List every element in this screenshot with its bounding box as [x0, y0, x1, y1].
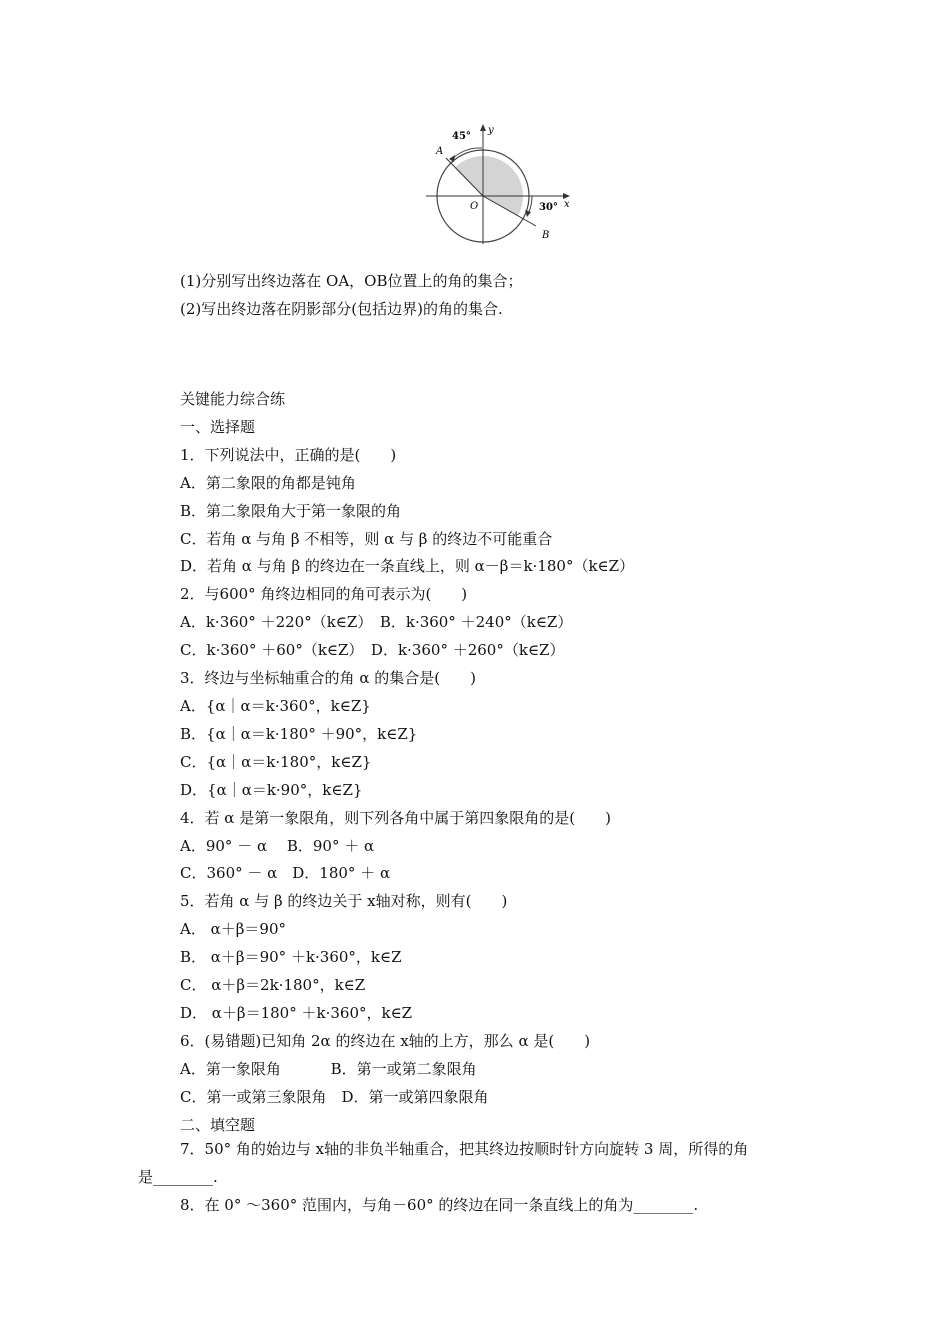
- y-axis-arrow: [480, 124, 486, 131]
- q8: 8．在 0° ～360° 范围内，与角－60° 的终边在同一条直线上的角为________.: [180, 1196, 699, 1214]
- q1-option-b: B．第二象限角大于第一象限的角: [180, 501, 402, 520]
- q5-option-d: D． α＋β＝180° ＋k·360°，k∈Z: [180, 1003, 413, 1022]
- q6-stem: 6．(易错题)已知角 2α 的终边在 x轴的上方，那么 α 是( ): [180, 1031, 591, 1050]
- q1-option-c: C．若角 α 与角 β 不相等，则 α 与 β 的终边不可能重合: [180, 529, 553, 548]
- section-heading-choice: 一、选择题: [180, 417, 256, 436]
- label-y: y: [488, 125, 494, 136]
- q5-option-a: A． α＋β＝90°: [180, 920, 286, 939]
- label-B: B: [542, 230, 550, 241]
- q3-option-a: A．{α｜α＝k·360°，k∈Z}: [180, 696, 371, 715]
- unit-circle-diagram: [418, 118, 578, 246]
- q2-stem: 2．与600° 角终边相同的角可表示为( ): [180, 585, 468, 604]
- q1-option-d: D．若角 α 与角 β 的终边在一条直线上，则 α－β＝k·180°（k∈Z）: [180, 557, 635, 576]
- part-1: (1)分别写出终边落在 OA，OB位置上的角的集合；: [180, 272, 523, 290]
- shaded-sector: [455, 156, 523, 216]
- q4-options-cd: C．360° － α D．180° ＋ α: [180, 864, 391, 883]
- label-O: O: [470, 201, 479, 212]
- q4-stem: 4．若 α 是第一象限角，则下列各角中属于第四象限角的是( ): [180, 808, 611, 827]
- label-x: x: [564, 199, 570, 210]
- q5-stem: 5．若角 α 与 β 的终边关于 x轴对称，则有( ): [180, 892, 508, 911]
- label-30: 30°: [539, 202, 558, 213]
- label-A: A: [436, 146, 444, 157]
- exercise-section: [180, 386, 840, 1139]
- q7-line-2: 是________.: [138, 1167, 218, 1186]
- part-2: (2)写出终边落在阴影部分(包括边界)的角的集合.: [180, 299, 503, 318]
- q5-option-c: C． α＋β＝2k·180°，k∈Z: [180, 976, 366, 995]
- q4-options-ab: A．90° － α B．90° ＋ α: [180, 836, 375, 855]
- q2-options-ab: A．k·360° ＋220°（k∈Z） B．k·360° ＋240°（k∈Z）: [180, 613, 573, 632]
- arc-45-arrow: [449, 155, 455, 162]
- q7-line-1: 7．50° 角的始边与 x轴的非负半轴重合，把其终边按顺时针方向旋转 3 周，所得的角: [180, 1140, 749, 1158]
- q1-option-a: A．第二象限的角都是钝角: [180, 473, 356, 492]
- section-heading-fill: 二、填空题: [180, 1115, 256, 1134]
- q5-option-b: B． α＋β＝90° ＋k·360°，k∈Z: [180, 948, 402, 967]
- q3-option-c: C．{α｜α＝k·180°，k∈Z}: [180, 752, 372, 771]
- angle-figure: [418, 118, 578, 246]
- section-title: 关键能力综合练: [180, 390, 286, 408]
- q6-options-cd: C．第一或第三象限角 D．第一或第四象限角: [180, 1087, 489, 1106]
- label-45: 45°: [452, 131, 471, 142]
- q1-stem: 1．下列说法中，正确的是( ): [180, 445, 397, 464]
- q3-stem: 3．终边与坐标轴重合的角 α 的集合是( ): [180, 669, 476, 688]
- q7: [138, 1136, 838, 1192]
- q3-option-d: D．{α｜α＝k·90°，k∈Z}: [180, 780, 363, 799]
- q3-option-b: B．{α｜α＝k·180° ＋90°，k∈Z}: [180, 724, 418, 743]
- q2-options-cd: C．k·360° ＋60°（k∈Z） D．k·360° ＋260°（k∈Z）: [180, 641, 565, 660]
- q6-options-ab: A．第一象限角 B．第一或第二象限角: [180, 1059, 477, 1078]
- problem-parts: [180, 268, 840, 324]
